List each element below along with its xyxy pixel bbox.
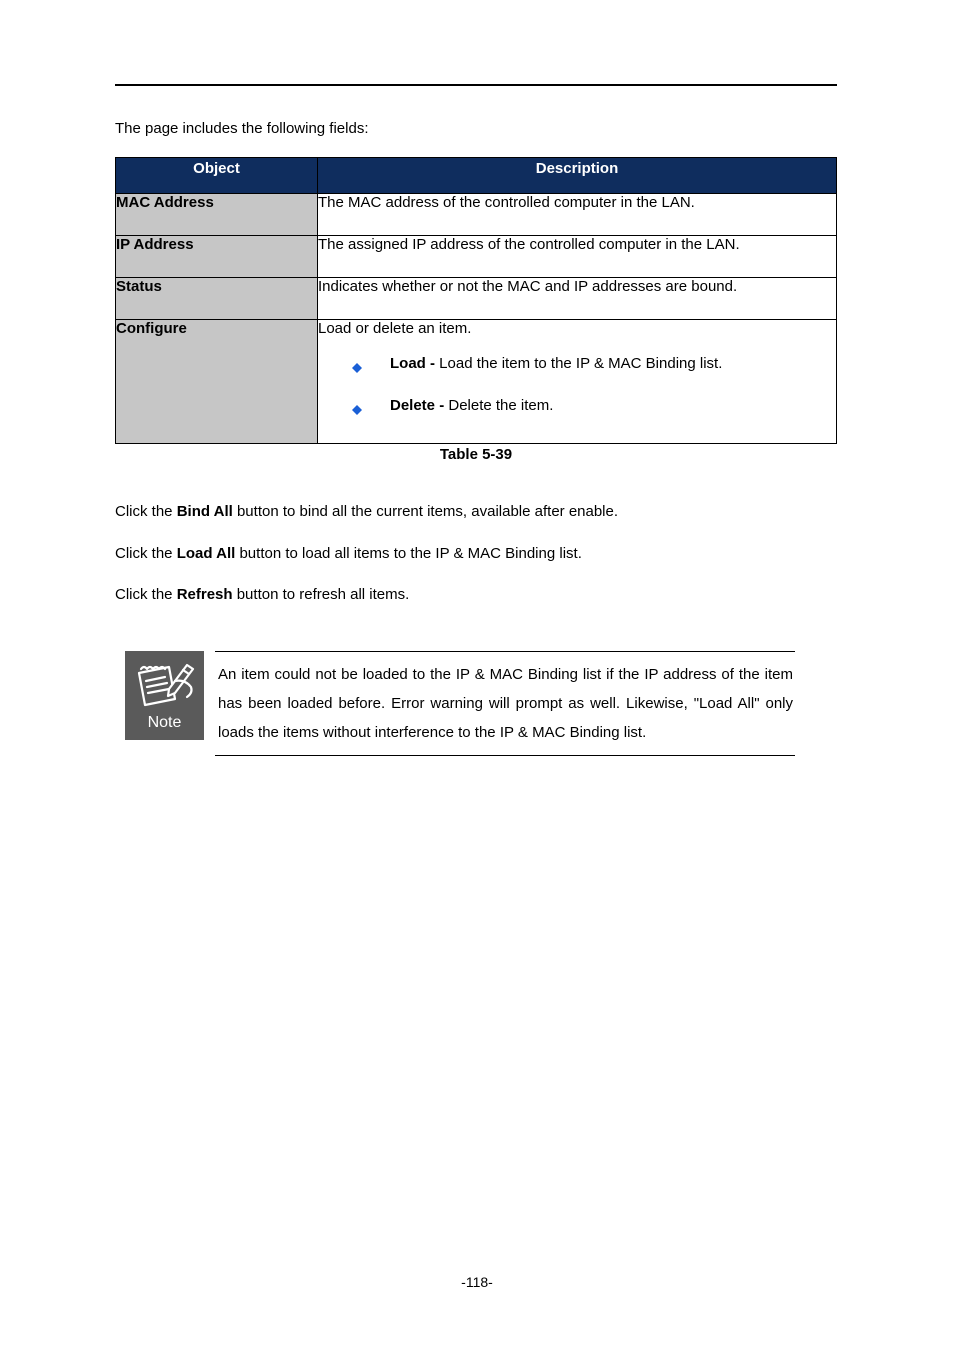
object-cell: Status (116, 278, 318, 320)
note-top-rule (215, 651, 795, 652)
page-number: -118- (461, 1274, 493, 1290)
instruction-load-all: Click the Load All button to load all items to the IP & MAC Binding list. (115, 545, 582, 562)
bullet-item-load (318, 355, 836, 397)
column-header-description: Description (318, 158, 837, 194)
note-pencil-icon (125, 651, 204, 740)
bullet-diamond-icon (352, 363, 362, 373)
notepad-icon (125, 651, 204, 713)
table-row (116, 278, 837, 320)
note-text: An item could not be loaded to the IP & MAC Binding list if the IP address of the item has been loaded before. Error warning will prompt as well. Likewise, "Load All" only loads the items without interference to the IP & MAC Binding list. (218, 666, 793, 741)
note-bottom-rule (215, 755, 795, 756)
table-caption: Table 5-39 (439, 446, 513, 463)
description-cell: The assigned IP address of the controlled computer in the LAN. (318, 236, 837, 278)
description-text: Load or delete an item. (318, 320, 472, 337)
header-rule (115, 84, 837, 86)
note-label: Note (147, 714, 182, 731)
bullet-text: Load the item to the IP & MAC Binding list. (435, 355, 723, 372)
table-row (116, 236, 837, 278)
instruction-bind-all: Click the Bind All button to bind all the current items, available after enable. (115, 503, 619, 520)
button-name: Bind All (176, 503, 233, 520)
bullet-text: Delete the item. (444, 397, 554, 414)
button-name: Refresh (176, 586, 233, 603)
instruction-refresh: Click the Refresh button to refresh all items. (115, 586, 410, 603)
bullet-term: Load - (390, 355, 435, 372)
description-cell: Indicates whether or not the MAC and IP addresses are bound. (318, 278, 837, 320)
object-cell: IP Address (116, 236, 318, 278)
fields-table (115, 157, 837, 444)
description-cell: The MAC address of the controlled computer in the LAN. (318, 194, 837, 236)
bullet-diamond-icon (352, 405, 362, 415)
button-name: Load All (176, 545, 236, 562)
description-cell (318, 320, 837, 444)
object-cell: Configure (116, 320, 318, 444)
bullet-item-delete (318, 397, 836, 439)
intro-text: The page includes the following fields: (115, 120, 369, 137)
table-row (116, 320, 837, 444)
bullet-term: Delete - (390, 397, 445, 414)
table-row (116, 194, 837, 236)
column-header-object: Object (116, 158, 318, 194)
object-cell: MAC Address (116, 194, 318, 236)
